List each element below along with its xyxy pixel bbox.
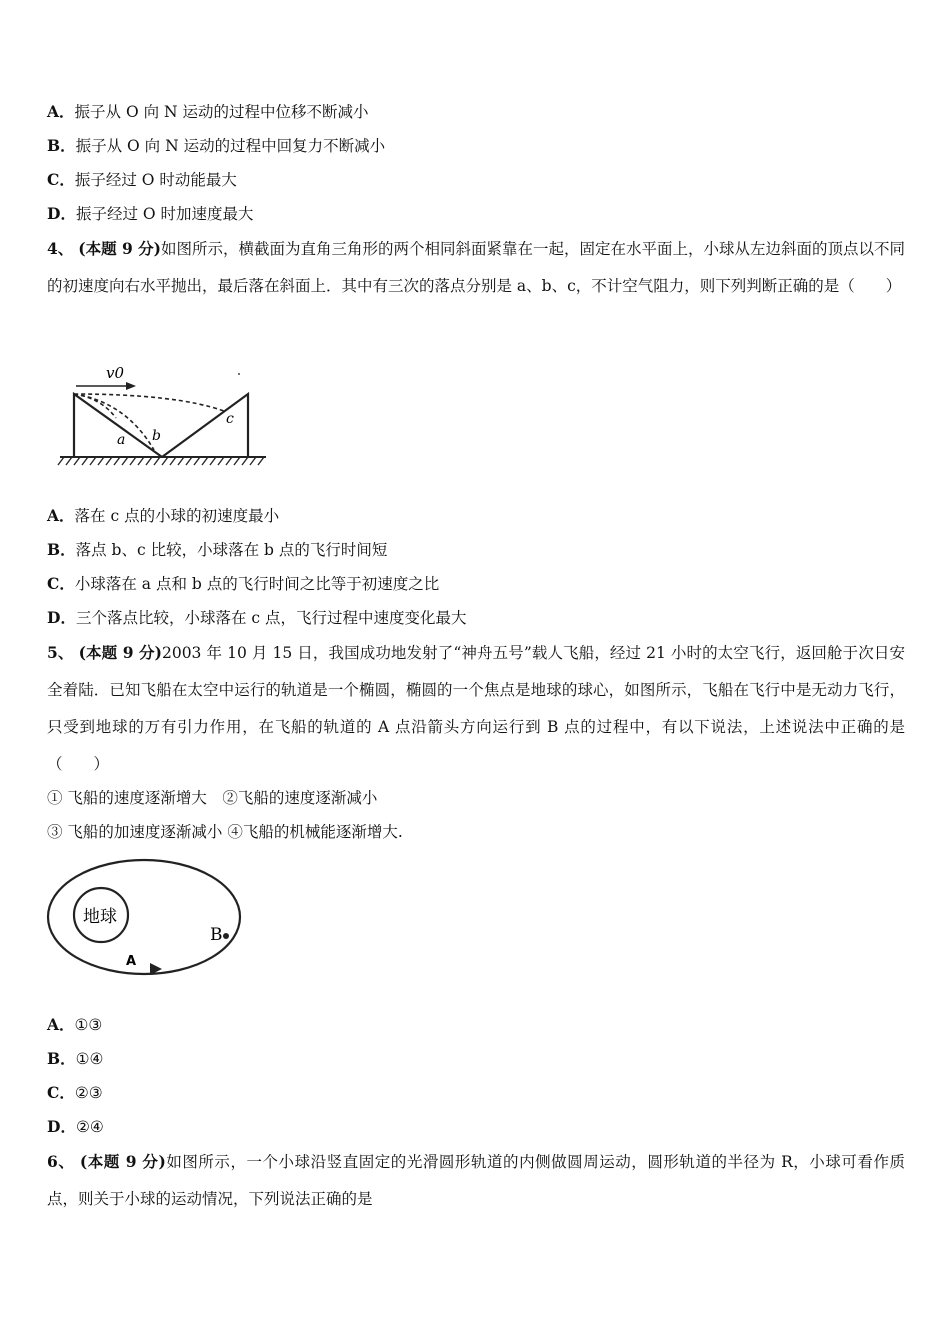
q4-option-d: D．三个落点比较，小球落在 c 点，飞行过程中速度变化最大 (47, 608, 467, 627)
q4-stem: 4、 (本题 9 分)如图所示，横截面为直角三角形的两个相同斜面紧靠在一起，固定在水平面上，小球从左边斜面的顶点以不同的初速度向右水平抛出，最后落在斜面上．其中有三次的落点分别是 a、b、c，不计空气阻力，则下列判断正确的是（ ） (47, 239, 905, 295)
point-b-label: B (210, 925, 223, 945)
earth-label: 地球 (83, 907, 117, 927)
q4-option-c: C．小球落在 a 点和 b 点的飞行时间之比等于初速度之比 (47, 574, 440, 593)
point-c-label: c (226, 411, 234, 427)
q6-stem: 6、 (本题 9 分)如图所示，一个小球沿竖直固定的光滑圆形轨道的内侧做圆周运动，圆形轨道的半径为 R，小球可看作质点，则关于小球的运动情况，下列说法正确的是 (47, 1152, 905, 1208)
q5-figure (46, 855, 246, 980)
v0-arrowhead (126, 382, 136, 390)
point-b-dot (223, 933, 229, 939)
q5-option-d: D．②④ (47, 1117, 104, 1136)
q3-option-b: B．振子从 O 向 N 运动的过程中回复力不断减小 (47, 136, 386, 155)
q5-statement-1: ① 飞船的速度逐渐增大 ②飞船的速度逐渐减小 (47, 789, 378, 807)
trajectory-c (74, 394, 224, 411)
point-b-label: b (152, 428, 161, 444)
q4-option-a: A．落在 c 点的小球的初速度最小 (47, 506, 280, 525)
point-a-label: A (126, 954, 137, 969)
q5-stem: 5、 (本题 9 分)2003 年 10 月 15 日，我国成功地发射了“神舟五号”载人飞船，经过 21 小时的太空飞行，返回舱于次日安全着陆．已知飞船在太空中运行的轨道是一个椭圆，椭圆的一个焦点是地球的球心，如图所示，飞船在飞行中是无动力飞行，只受到地球的万有引力作用，在飞船的轨道的 A 点沿箭头方向运行到 B 点的过程中，有以下说法，上述说法中正确的是（ ） (47, 643, 905, 773)
q5-option-b: B．①④ (47, 1049, 104, 1068)
ground-hatch (58, 457, 264, 465)
q5-option-c: C．②③ (47, 1083, 103, 1102)
q3-option-d: D．振子经过 O 时加速度最大 (47, 204, 254, 223)
q5-option-a: A．①③ (47, 1015, 103, 1034)
q5-statement-2: ③ 飞船的加速度逐渐减小 ④飞船的机械能逐渐增大. (47, 823, 403, 841)
v0-label: v0 (106, 364, 125, 382)
q3-option-c: C．振子经过 O 时动能最大 (47, 170, 237, 189)
q4-figure (56, 360, 271, 470)
q3-option-a: A．振子从 O 向 N 运动的过程中位移不断减小 (47, 102, 369, 121)
point-a-label: a (117, 432, 126, 448)
q4-option-b: B．落点 b、c 比较，小球落在 b 点的飞行时间短 (47, 540, 388, 559)
orbit-ellipse (48, 860, 240, 974)
speck (238, 373, 240, 375)
right-incline (162, 394, 248, 457)
